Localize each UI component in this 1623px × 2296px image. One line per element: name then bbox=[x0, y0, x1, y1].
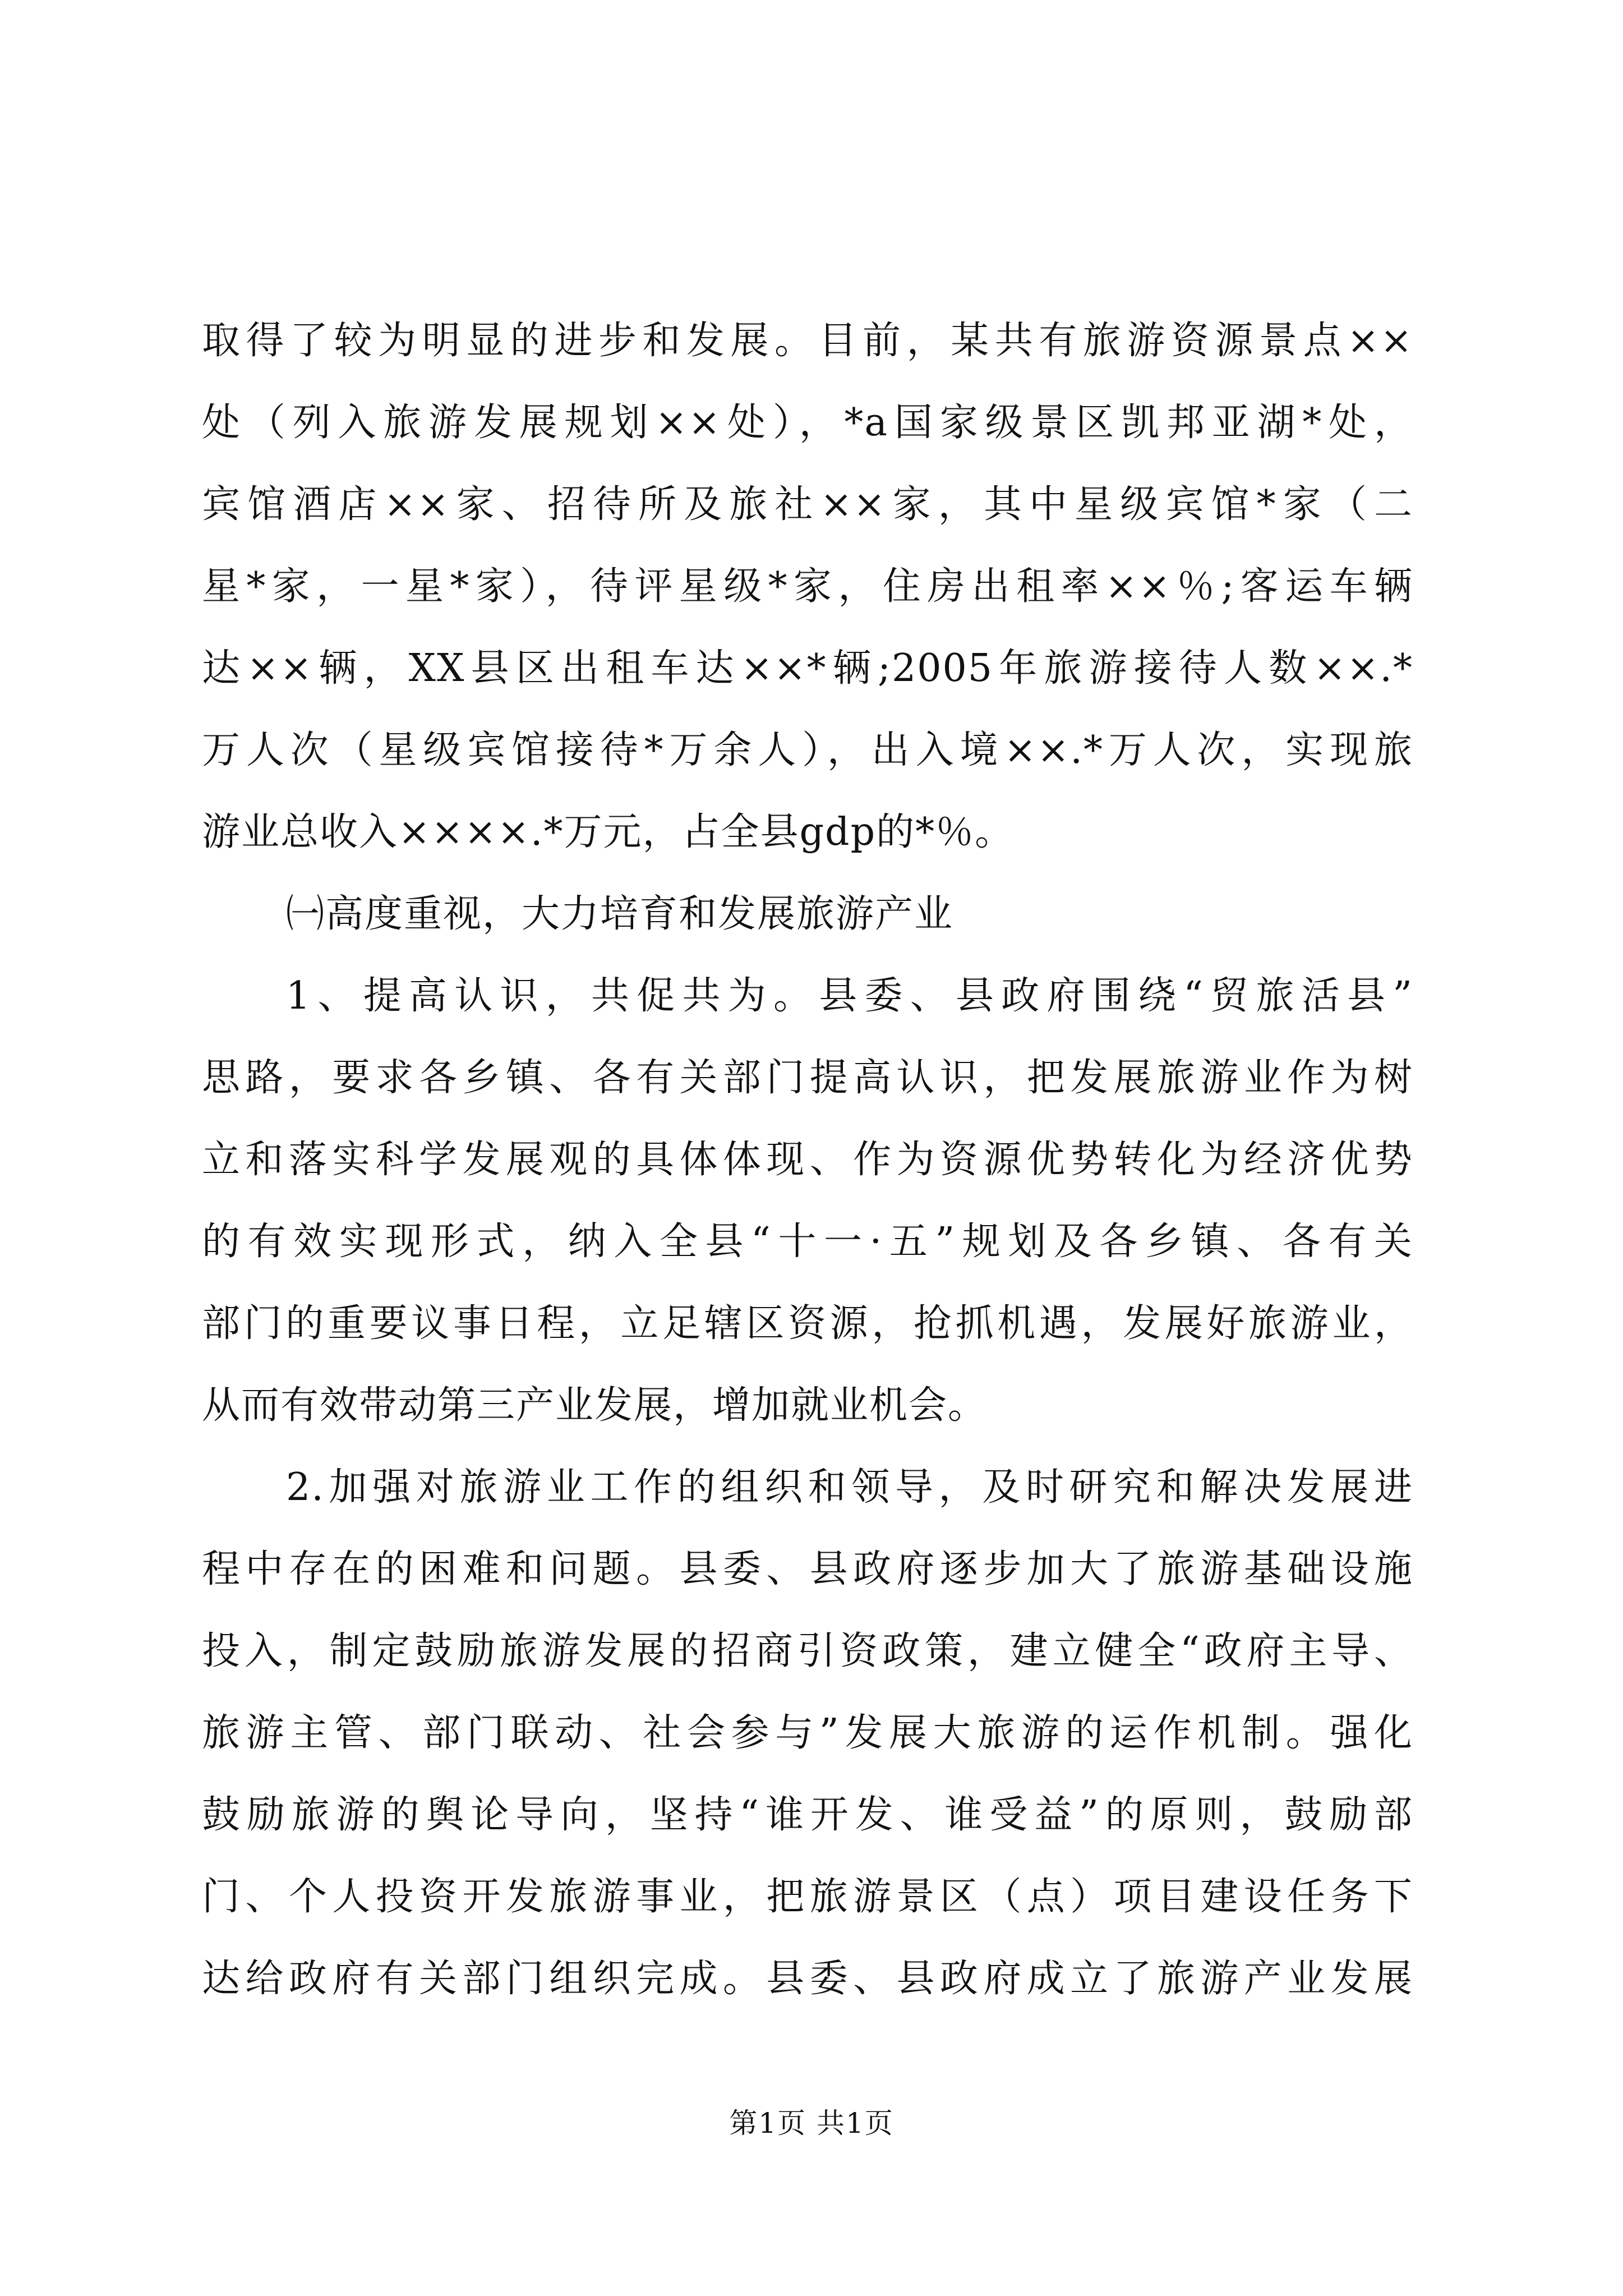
page-number-footer: 第1页 共1页 bbox=[729, 2107, 894, 2139]
text-line: 的有效实现形式，纳入全县“十一·五”规划及各乡镇、各有关 bbox=[202, 1220, 1413, 1264]
text-line: 思路，要求各乡镇、各有关部门提高认识，把发展旅游业作为树 bbox=[202, 1056, 1413, 1100]
text-line: 旅游主管、部门联动、社会参与”发展大旅游的运作机制。强化 bbox=[202, 1711, 1413, 1755]
text-line: 游业总收入××××.*万元，占全县gdp的*％。 bbox=[202, 810, 1015, 854]
text-line: 从而有效带动第三产业发展，增加就业机会。 bbox=[202, 1383, 988, 1428]
text-line: 立和落实科学发展观的具体体现、作为资源优势转化为经济优势 bbox=[202, 1138, 1413, 1182]
text-line: 2.加强对旅游业工作的组织和领导，及时研究和解决发展进 bbox=[286, 1465, 1413, 1510]
text-line: 1、提高认识，共促共为。县委、县政府围绕“贸旅活县” bbox=[286, 974, 1413, 1018]
text-line: 门、个人投资开发旅游事业，把旅游景区（点）项目建设任务下 bbox=[202, 1875, 1413, 1919]
text-line: 达××辆，XX县区出租车达××*辆;2005年旅游接待人数××.* bbox=[202, 646, 1413, 691]
text-line: 鼓励旅游的舆论导向，坚持“谁开发、谁受益”的原则，鼓励部 bbox=[202, 1793, 1413, 1837]
text-line: 星*家，一星*家），待评星级*家，住房出租率××％;客运车辆 bbox=[202, 564, 1413, 609]
text-line: 程中存在的困难和问题。县委、县政府逐步加大了旅游基础设施 bbox=[202, 1547, 1413, 1591]
text-line: 取得了较为明显的进步和发展。目前，某共有旅游资源景点×× bbox=[202, 319, 1413, 363]
text-line: 达给政府有关部门组织完成。县委、县政府成立了旅游产业发展 bbox=[202, 1957, 1413, 2001]
text-line: 处（列入旅游发展规划××处），*a国家级景区凯邦亚湖*处， bbox=[202, 401, 1413, 445]
section-heading: ㈠高度重视，大力培育和发展旅游产业 bbox=[286, 892, 954, 936]
text-line: 万人次（星级宾馆接待*万余人），出入境××.*万人次，实现旅 bbox=[202, 728, 1413, 772]
document-body bbox=[202, 300, 1413, 2020]
text-line: 宾馆酒店××家、招待所及旅社××家，其中星级宾馆*家（二 bbox=[202, 482, 1413, 527]
text-line: 投入，制定鼓励旅游发展的招商引资政策，建立健全“政府主导、 bbox=[202, 1629, 1413, 1673]
text-line: 部门的重要议事日程，立足辖区资源，抢抓机遇，发展好旅游业， bbox=[202, 1301, 1413, 1346]
